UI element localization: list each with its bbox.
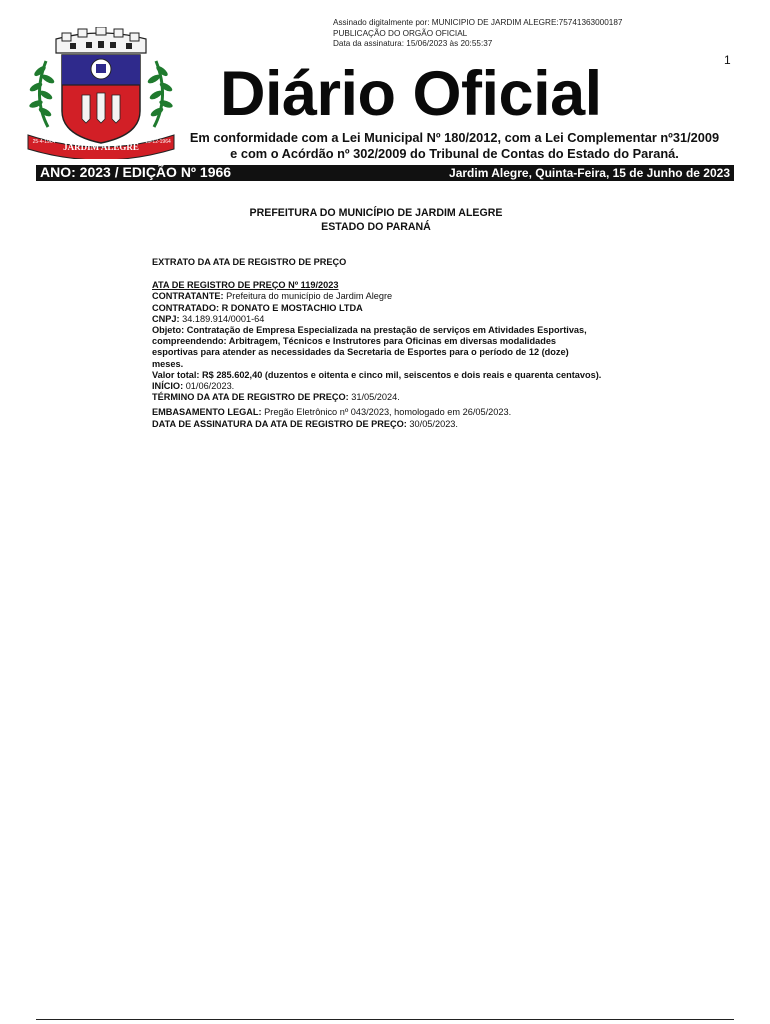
issuer-heading [150,207,602,234]
cnpj-label: CNPJ: [152,313,180,324]
embasamento-value: Pregão Eletrônico nº 043/2023, homologado em 26/05/2023. [261,407,512,418]
issuer-municipality: PREFEITURA DO MUNICÍPIO DE JARDIM ALEGRE [249,207,503,219]
termino-label: TÉRMINO DA ATA DE REGISTRO DE PREÇO: [152,392,349,403]
inicio-value: 01/06/2023. [183,381,235,392]
edition-number: ANO: 2023 / EDIÇÃO Nº 1966 [40,164,232,180]
footer-divider [36,1019,734,1020]
edition-banner [36,165,734,181]
ata-number: ATA DE REGISTRO DE PREÇO Nº 119/2023 [152,280,339,291]
issuer-state: ESTADO DO PARANÁ [321,220,431,233]
contratante-line [152,291,602,302]
legal-basis-line-1: Em conformidade com a Lei Municipal Nº 180/2012, com a Lei Complementar nº31/2009 [189,130,720,145]
page-number: 1 [724,53,731,67]
embasamento-label: EMBASAMENTO LEGAL: [152,407,262,418]
crest-left-date: 25-4-1964 [32,139,56,145]
embasamento-line [152,407,602,418]
contratado-line: CONTRATADO: R DONATO E MOSTACHIO LTDA [152,302,363,313]
gazette-title: Diário Oficial [220,59,602,129]
data-assinatura-value: 30/05/2023. [406,418,458,429]
data-assinatura-label: DATA DE ASSINATURA DA ATA DE REGISTRO DE PREÇO: [152,418,407,429]
digital-signature-block [333,18,622,50]
edition-date-place: Jardim Alegre, Quinta-Feira, 15 de Junho de 2023 [449,166,730,180]
mural-crown-icon [56,27,146,53]
document-body [152,257,602,430]
signature-line-signer: Assinado digitalmente por: MUNICIPIO DE JARDIM ALEGRE:75741363000187 [333,18,623,27]
signature-line-date: Data da assinatura: 15/06/2023 às 20:55:37 [333,39,493,48]
objeto-paragraph: Objeto: Contratação de Empresa Especializada na prestação de serviços em Atividades Esportivas, compreendendo: Arbitragem, Técnicos e Instrutores para Oficinas em diversas modalidades esportivas para atender as necessidades da Secretaria de Esportes para o período de 12 (doze) meses. [152,325,587,369]
signature-line-publication: PUBLICAÇÃO DO ORGÃO OFICIAL [333,28,468,38]
termino-value: 31/05/2024. [348,392,400,403]
data-assinatura-line [152,419,602,430]
municipal-coat-of-arms [26,27,176,159]
contratante-label: CONTRATANTE: [152,291,224,302]
document-heading: EXTRATO DA ATA DE REGISTRO DE PREÇO [152,257,347,267]
valor-total-paragraph: Valor total: R$ 285.602,40 (duzentos e oitenta e cinco mil, seiscentos e dois reais e quarenta centavos). [152,369,602,380]
inicio-line [152,381,602,392]
termino-line [152,392,602,403]
shield-icon [62,55,140,143]
cnpj-line [152,314,602,325]
crest-right-date: 19-12-1964 [145,139,171,145]
legal-basis-subtitle [182,130,727,162]
cnpj-value: 34.189.914/0001-64 [179,313,265,324]
legal-basis-line-2: e com o Acórdão nº 302/2009 do Tribunal de Contas do Estado do Paraná. [230,146,679,161]
contratante-value: Prefeitura do município de Jardim Alegre [223,291,393,302]
inicio-label: INÍCIO: [152,381,184,392]
crest-ribbon-text: JARDIM ALEGRE [63,142,139,152]
